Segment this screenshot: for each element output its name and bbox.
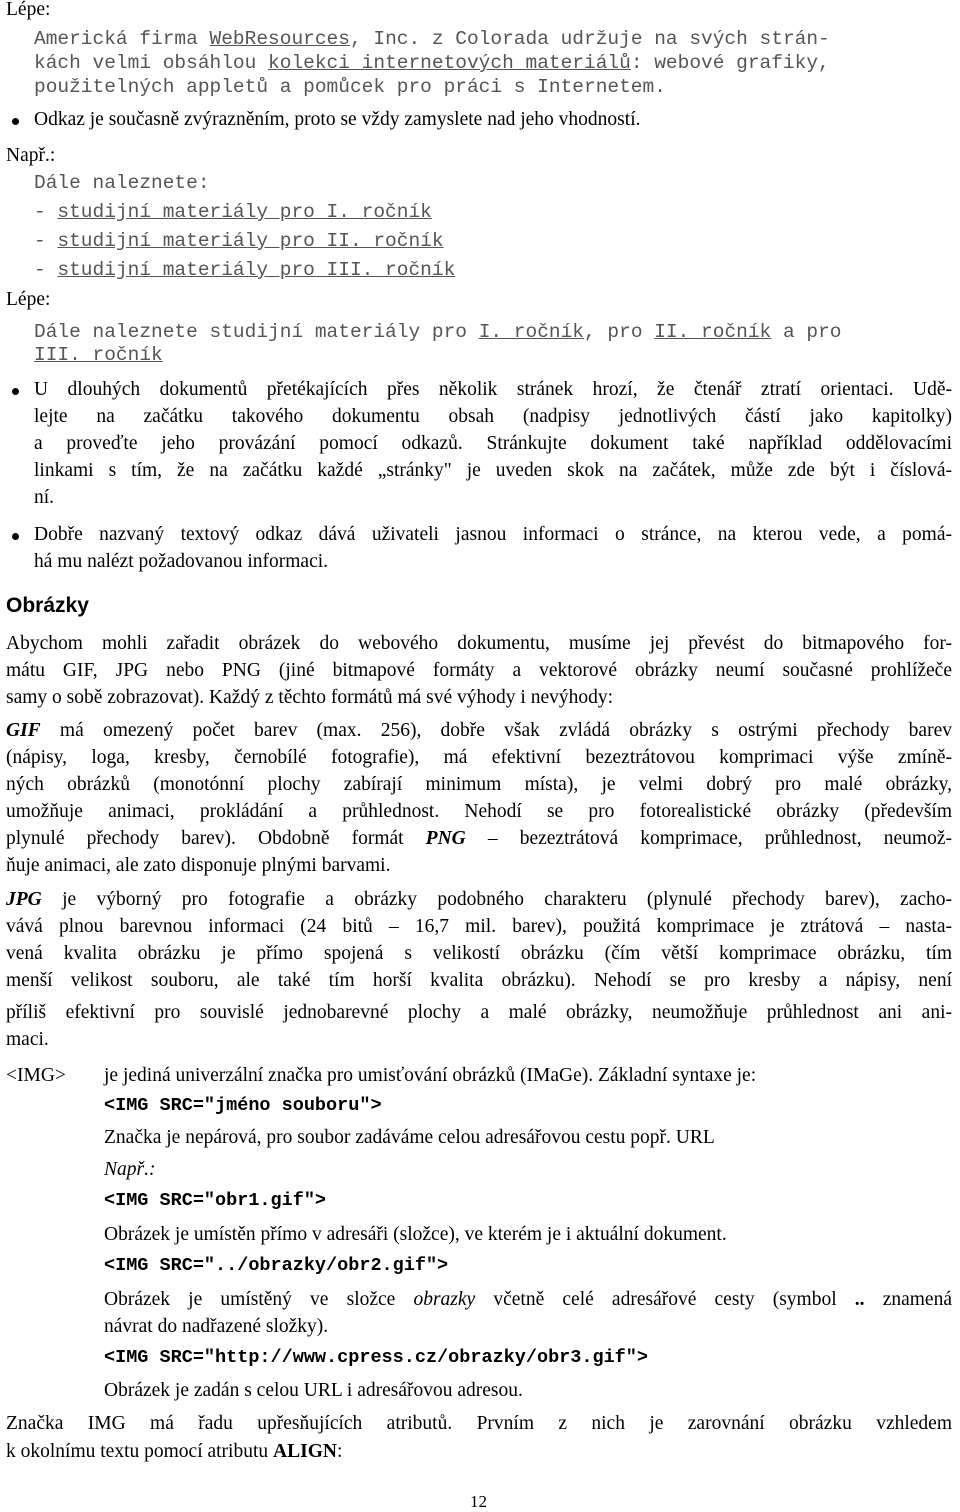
text: ALIGN: [273, 1441, 337, 1462]
bullet-text-dobre-2: há mu nalézt požadovanou informaci.: [34, 551, 329, 572]
para-line: mátu GIF, JPG nebo PNG (jiné bitmapové formáty a vektorové obrázky neumí současné prohlížeče: [6, 660, 952, 681]
img-desc: je jediná univerzální značka pro umisťování obrázků (IMaGe). Základní syntaxe je:: [104, 1065, 757, 1086]
text: :: [336, 1441, 343, 1462]
section-heading-obrazky: Obrázky: [6, 594, 89, 617]
img-tag-label: <IMG>: [6, 1065, 66, 1086]
img-desc: [104, 1288, 952, 1312]
para-gif-line: umožňuje animaci, prokládání a průhlednost. Nehodí se pro fotorealistické obrázky (především: [6, 801, 952, 822]
example-better-2: [34, 343, 163, 367]
link-iii-rocnik[interactable]: III. ročník: [34, 344, 163, 366]
para-line: Abychom mohli zařadit obrázek do webového dokumentu, musíme jej převést do bitmapového for-: [6, 633, 952, 654]
code-example-4: <IMG SRC="http://www.cpress.cz/obrazky/obr3.gif">: [104, 1347, 648, 1368]
text: Obrázek je umístěný ve složce: [104, 1289, 414, 1310]
text: Dále naleznete studijní materiály pro: [34, 321, 479, 343]
para-jpg-line: vená kvalita obrázku je přímo spojená s velikostí obrázku (čím větší komprimace obrázku, tím: [6, 943, 952, 964]
example-line-3: použitelných appletů a pomůcek pro práci s Internetem.: [34, 76, 666, 98]
example-dale: Dále naleznete:: [34, 172, 210, 194]
bullet-icon: [12, 118, 19, 125]
para-line: samy o sobě zobrazovat). Každý z těchto formátů má své výhody i nevýhody:: [6, 687, 614, 708]
code-example-1: <IMG SRC="jméno souboru">: [104, 1095, 382, 1116]
text: -: [34, 201, 58, 223]
text: Americká firma: [34, 28, 210, 50]
text: kách velmi obsáhlou: [34, 52, 269, 74]
para-jpg-line: vává plnou barevnou informaci (24 bitů – 16,7 mil. barev), použitá komprimace je ztrátová – nasta-: [6, 916, 952, 937]
example-list-2: [34, 229, 444, 253]
para-end-line: Značka IMG má řadu upřesňujících atributů. Prvním z nich je zarovnání obrázku vzhledem: [6, 1413, 952, 1434]
text: ..: [854, 1289, 865, 1310]
text-lepe-2: Lépe:: [6, 289, 51, 310]
para-jpg-line: [6, 888, 952, 912]
bullet-icon: [12, 388, 19, 395]
bullet-text-dlouhe-3: a proveďte jeho provázání pomocí odkazů. Stránkujte dokument také například oddělovacími: [34, 433, 952, 454]
link-rocnik-3[interactable]: studijní materiály pro III. ročník: [57, 259, 456, 281]
text: včetně celé adresářové cesty (symbol: [475, 1289, 855, 1310]
para-end-line: [6, 1440, 342, 1464]
link-rocnik-1[interactable]: studijní materiály pro I. ročník: [57, 201, 432, 223]
example-line-1: [34, 27, 830, 51]
para-jpg-line: maci.: [6, 1029, 49, 1050]
example-line-2: [34, 51, 830, 75]
code-example-2: <IMG SRC="obr1.gif">: [104, 1190, 327, 1211]
link-i-rocnik[interactable]: I. ročník: [478, 321, 585, 343]
link-rocnik-2[interactable]: studijní materiály pro II. ročník: [57, 230, 444, 252]
link-webresources[interactable]: WebResources: [209, 28, 350, 50]
example-list-3: [34, 258, 455, 282]
bullet-text-dlouhe-4: linkami s tím, že na začátku každé „stránky" je uveden skok na začátek, může zde být i číslová-: [34, 460, 952, 481]
link-ii-rocnik[interactable]: II. ročník: [654, 321, 772, 343]
text: plynulé přechody barev). Obdobně formát: [6, 828, 426, 849]
text-lepe-1: Lépe:: [6, 0, 51, 20]
link-kolekce[interactable]: kolekci internetových materiálů: [268, 52, 631, 74]
bullet-text-odkaz: Odkaz je současně zvýrazněním, proto se vždy zamyslete nad jeho vhodností.: [34, 109, 641, 130]
bullet-text-dlouhe-2: lejte na začátku takového dokumentu obsah (nadpisy jednotlivých částí jako kapitolky): [34, 406, 952, 427]
text: obrazky: [413, 1289, 476, 1310]
text-napr-2: Např.:: [104, 1159, 156, 1180]
text: PNG: [425, 828, 466, 849]
text: znamená: [864, 1289, 952, 1310]
para-gif-line: [6, 827, 952, 851]
text: k okolnímu textu pomocí atributu: [6, 1441, 274, 1462]
page-number: 12: [470, 1492, 487, 1511]
example-list-1: [34, 200, 432, 224]
text: JPG: [6, 889, 42, 910]
text: -: [34, 259, 58, 281]
text: – bezeztrátová komprimace, průhlednost, neumož-: [465, 828, 952, 849]
bullet-icon: [12, 533, 19, 540]
para-gif-line: (nápisy, loga, kresby, černobílé fotografie), má efektivní bezeztrátovou komprimaci výše zmíně-: [6, 747, 952, 768]
img-desc: Značka je nepárová, pro soubor zadáváme celou adresářovou cestu popř. URL: [104, 1127, 715, 1148]
text: , Inc. z Colorada udržuje na svých strán-: [349, 28, 830, 50]
text: -: [34, 230, 58, 252]
code-example-3: <IMG SRC="../obrazky/obr2.gif">: [104, 1255, 449, 1276]
text: GIF: [6, 720, 41, 741]
text: má omezený počet barev (max. 256), dobře však zvládá obrázky s ostrými přechody barev: [40, 720, 952, 741]
para-gif-line: [6, 719, 952, 743]
img-desc: Obrázek je zadán s celou URL i adresářovou adresou.: [104, 1380, 523, 1401]
para-gif-line: ných obrázků (monotónní plochy zabírají minimum místa), je velmi dobrý pro malé obrázky,: [6, 774, 952, 795]
img-desc: Obrázek je umístěn přímo v adresáři (složce), ve kterém je i aktuální dokument.: [104, 1224, 727, 1245]
text: a pro: [771, 321, 842, 343]
para-gif-line: ňuje animaci, ale zato disponuje plnými barvami.: [6, 855, 391, 876]
img-desc: návrat do nadřazené složky).: [104, 1316, 329, 1337]
para-jpg-line: příliš efektivní pro souvislé jednobarevné plochy a malé obrázky, neumožňuje průhlednost ani ani-: [6, 1002, 952, 1023]
bullet-text-dobre-1: Dobře nazvaný textový odkaz dává uživateli jasnou informaci o stránce, na kterou vede, a pomá-: [34, 524, 952, 545]
example-better-1: [34, 320, 841, 344]
para-jpg-line: menší velikost souboru, ale také tím horší kvalita obrázku). Nehodí se pro kresby a nápisy, není: [6, 970, 952, 991]
bullet-text-dlouhe-5: ní.: [34, 487, 55, 508]
text: : webové grafiky,: [630, 52, 830, 74]
text: , pro: [584, 321, 655, 343]
bullet-text-dlouhe-1: U dlouhých dokumentů přetékajících přes několik stránek hrozí, že čtenář ztratí orientaci. Udě-: [34, 379, 952, 400]
text: je výborný pro fotografie a obrázky podobného charakteru (plynulé přechody barev), zacho-: [41, 889, 952, 910]
text-napr: Např.:: [6, 145, 56, 166]
